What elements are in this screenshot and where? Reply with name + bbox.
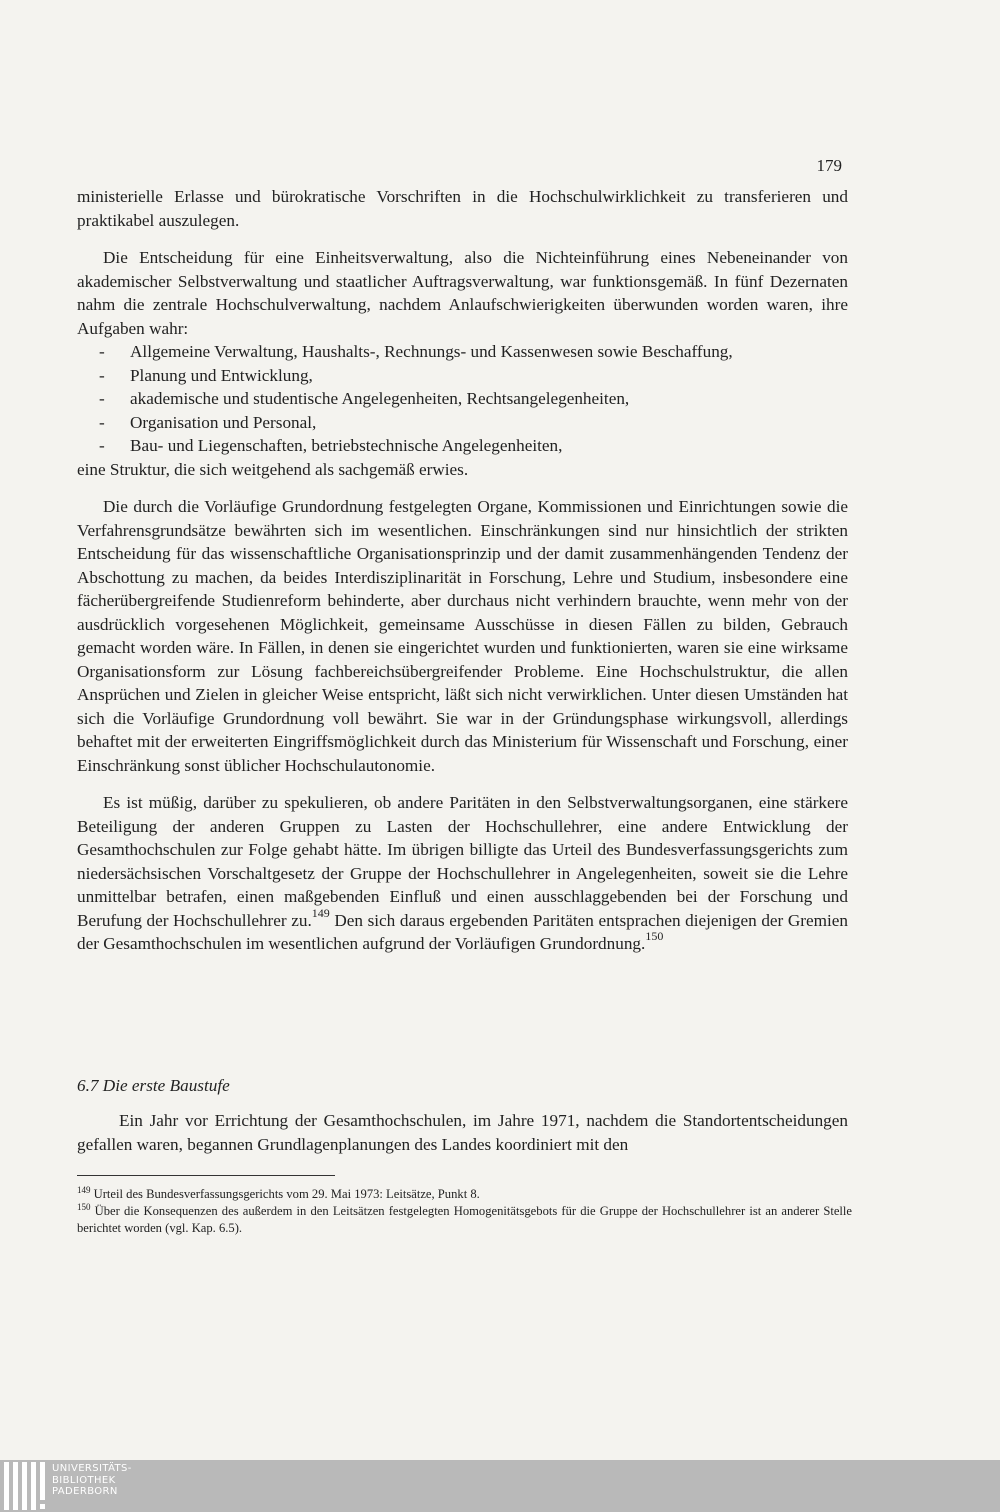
section-heading: 6.7 Die erste Baustufe (77, 1076, 230, 1095)
footnote-149: $^{149}$ Urteil des Bundesverfassungsgerichts vom 29. Mai 1973: Leitsätze, Punkt 8. (77, 1184, 480, 1201)
paragraph-2-tail: eine Struktur, die sich weitgehend als sachgemäß erwies. (77, 459, 469, 479)
list-item: - Organisation und Personal, (99, 412, 317, 432)
page-number: 179 (816, 156, 842, 175)
list-item: - Bau- und Liegenschaften, betriebstechnische Angelegenheiten, (99, 436, 563, 455)
footnotes (77, 1186, 852, 1237)
list-item: - akademische und studentische Angelegenheiten, Rechtsangelegenheiten, (99, 389, 630, 408)
library-footer-bar (0, 1460, 1000, 1512)
footnote-150: $^{150}$ Über die Konsequenzen des außerdem in den Leitsätzen festgelegten Homogenitätsgebots für die Gruppe der Hochschullehrer ist an anderer Stelle berichtet worden (vgl. Kap. 6.5). (77, 1201, 852, 1235)
body-text (77, 185, 848, 956)
paragraph-2: Die Entscheidung für eine Einheitsverwaltung, also die Nichteinführung eines Nebeneinander von akademischer Selbstverwaltung und staatlicher Auftragsverwaltung, war funktionsgemäß. In fünf Dezernaten nahm die zentrale Hochschulverwaltung, nachdem Anlaufschwierigkeiten überwunden worden waren, ihre Aufgaben wahr: (77, 248, 848, 338)
footnote-ref-149[interactable]: 149 (311, 905, 330, 920)
library-logo-text: UNIVERSITÄTS- BIBLIOTHEK PADERBORN (52, 1463, 132, 1497)
list-item: - Planung und Entwicklung, (99, 365, 313, 385)
paragraph-4: Es ist müßig, darüber zu spekulieren, ob andere Paritäten in den Selbstverwaltungsorganen, eine stärkere Beteiligung der anderen Gruppen zu Lasten der Hochschullehrer, eine andere Entwicklung der Gesamthochschulen zur Folge gehabt hätte. Im übrigen billigte das Urteil des Bundesverfassungsgerichts zum niedersächsischen Vorschaltgesetz der Gruppe der Hochschullehrer in Angelegenheiten, soweit sie die Lehre unmittelbar betrafen, einen maßgebenden Einfluß und einen ausschlaggebenden bei der Forschung und Berufung der Hochschullehrer zu.$^{149}$ Den sich daraus ergebenden Paritäten entsprachen diejenigen der Gremien der Gesamthochschulen im wesentlichen aufgrund der Vorläufigen Grundordnung.$^{150}$ (77, 793, 848, 953)
footnote-divider (77, 1175, 335, 1176)
list-item: - Allgemeine Verwaltung, Haushalts-, Rechnungs- und Kassenwesen sowie Beschaffung, (99, 342, 733, 361)
paragraph-3: Die durch die Vorläufige Grundordnung festgelegten Organe, Kommissionen und Einrichtungen sowie die Verfahrensgrundsätze bewährten sich im wesentlichen. Einschränkungen sind nur hinsichtlich der strikten Entscheidung für das wissenschaftliche Organisationsprinzip und der damit zusammenhängenden Tendenz der Abschottung zu machen, da beides Interdisziplinarität in Forschung, Lehre und Studium, insbesondere eine fächerübergreifende Studienreform behinderte, aber durchaus nicht verhindern brauchte, wenn mehr von der ausdrücklich vorgesehenen Möglichkeit, gemeinsame Ausschüsse in diesen Fällen zu bilden, Gebrauch gemacht worden wäre. In Fällen, in denen sie eingerichtet wurden und funktionierten, waren sie eine wirksame Organisationsform zur Lösung fachbereichsübergreifender Probleme. Eine Hochschulstruktur, die allen Ansprüchen und Zielen in gleicher Weise entspricht, läßt sich nicht verwirklichen. Unter diesen Umständen hat sich die Vorläufige Grundordnung voll bewährt. Sie war in der Gründungsphase wirkungsvoll, allerdings behaftet mit der erweiterten Eingriffsmöglichkeit durch das Ministerium für Wissenschaft und Forschung, einer Einschränkung sonst üblicher Hochschulautonomie. (77, 497, 848, 775)
section-paragraph: Ein Jahr vor Errichtung der Gesamthochschulen, im Jahre 1971, nachdem die Standortentscheidungen gefallen waren, begannen Grundlagenplanungen des Landes koordiniert mit den (77, 1111, 848, 1154)
department-list (77, 340, 848, 458)
footnote-ref-150[interactable]: 150 (645, 929, 664, 944)
paragraph-1: ministerielle Erlasse und bürokratische Vorschriften in die Hochschulwirklichkeit zu transferieren und praktikabel auszulegen. (77, 187, 848, 230)
